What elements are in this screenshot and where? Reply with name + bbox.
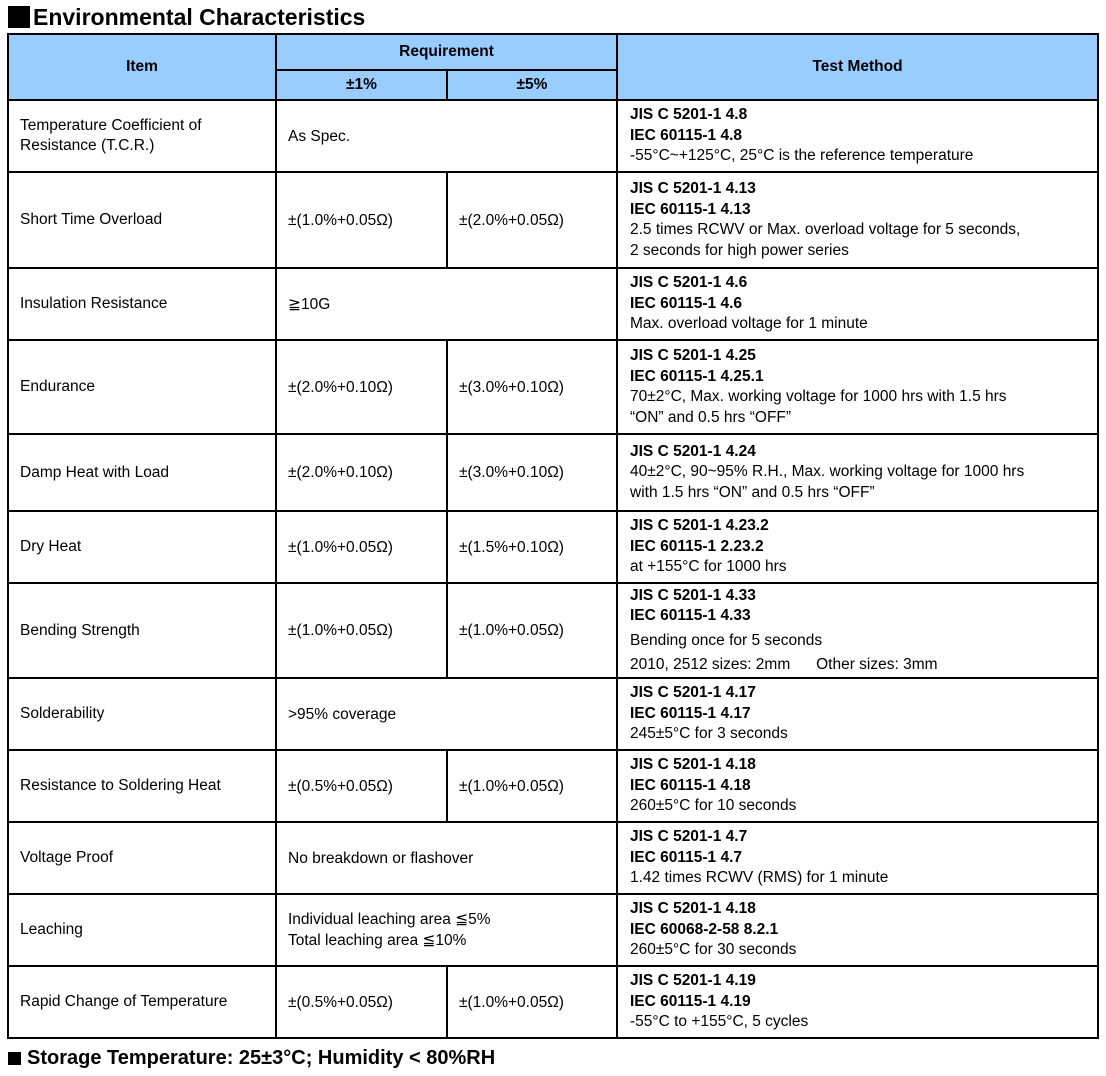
item-label: Rapid Change of Temperature [20,993,228,1010]
item-label: Endurance [20,378,95,395]
header-tolerance-5: ±5% [447,70,617,100]
standard-reference: JIS C 5201-1 4.19 [630,972,756,990]
section-title [8,2,365,32]
standard-reference: JIS C 5201-1 4.23.2 [630,517,769,535]
standard-reference: JIS C 5201-1 4.24 [630,442,756,460]
table-row [8,268,1098,340]
standard-reference: IEC 60115-1 2.23.2 [630,537,764,555]
requirement-value: As Spec. [288,127,351,145]
requirement-5pct: ±(3.0%+0.10Ω) [447,434,617,511]
item-label: Resistance to Soldering Heat [20,777,221,794]
test-method-cell [617,822,1098,894]
header-test-method: Test Method [617,34,1098,100]
test-description: 2.5 times RCWV or Max. overload voltage for 5 seconds, [630,221,1021,238]
test-description: 2010, 2512 sizes: 2mm Other sizes: 3mm [630,656,938,673]
standard-reference: IEC 60115-1 4.13 [630,200,751,218]
standard-reference: IEC 60115-1 4.18 [630,776,751,794]
header-item: Item [8,34,276,100]
requirement-cell [276,894,617,966]
requirement-1pct: ±(0.5%+0.05Ω) [276,966,447,1038]
requirement-1pct: ±(0.5%+0.05Ω) [276,750,447,822]
requirement-5pct: ±(1.0%+0.05Ω) [447,583,617,678]
standard-reference: JIS C 5201-1 4.13 [630,180,756,197]
requirement-5pct: ±(1.0%+0.05Ω) [447,750,617,822]
standard-reference: JIS C 5201-1 4.33 [630,586,756,604]
test-method-cell [617,434,1098,511]
item-cell [8,511,276,583]
table-row [8,966,1098,1038]
item-label: Dry Heat [20,538,82,555]
test-method-cell [617,268,1098,340]
test-description: at +155°C for 1000 hrs [630,558,787,576]
environmental-characteristics-table [7,33,1099,1039]
standard-reference: JIS C 5201-1 4.25 [630,347,756,364]
standard-reference: JIS C 5201-1 4.6 [630,274,748,292]
test-description: with 1.5 hrs “ON” and 0.5 hrs “OFF” [630,483,875,501]
header-requirement: Requirement [276,34,617,70]
requirement-cell [276,678,617,750]
test-description: 260±5°C for 10 seconds [630,797,797,815]
table-row [8,750,1098,822]
standard-reference: IEC 60115-1 4.7 [630,848,743,866]
item-cell [8,268,276,340]
test-description: -55°C to +155°C, 5 cycles [630,1013,809,1031]
standard-reference: JIS C 5201-1 4.18 [630,756,756,774]
table-body [8,100,1098,1038]
table-row [8,172,1098,268]
requirement-1pct: ±(1.0%+0.05Ω) [276,511,447,583]
standard-reference: IEC 60115-1 4.19 [630,992,751,1010]
item-label: Bending Strength [20,621,140,639]
header-tolerance-1: ±1% [276,70,447,100]
test-description: 260±5°C for 30 seconds [630,941,797,959]
item-cell [8,966,276,1038]
requirement-5pct: ±(2.0%+0.05Ω) [447,172,617,268]
requirement-5pct: ±(3.0%+0.10Ω) [447,340,617,434]
square-bullet-icon [8,1052,21,1065]
requirement-value: ≧10G [288,295,331,313]
table-row [8,822,1098,894]
table-row [8,583,1098,678]
standard-reference: IEC 60115-1 4.6 [630,294,743,312]
item-label: Insulation Resistance [20,295,168,312]
requirement-1pct: ±(1.0%+0.05Ω) [276,172,447,268]
item-label: Resistance (T.C.R.) [20,137,155,154]
standard-reference: JIS C 5201-1 4.7 [630,828,748,846]
test-method-cell [617,340,1098,434]
test-method-cell [617,583,1098,678]
storage-note-text: Storage Temperature: 25±3°C; Humidity < 80%RH [27,1047,496,1069]
test-description: Bending once for 5 seconds [630,631,823,649]
test-method-cell [617,678,1098,750]
item-cell [8,894,276,966]
table-row [8,340,1098,434]
item-cell [8,583,276,678]
requirement-1pct: ±(1.0%+0.05Ω) [276,583,447,678]
test-description: 70±2°C, Max. working voltage for 1000 hrs with 1.5 hrs [630,388,1007,405]
test-method-cell [617,172,1098,268]
item-cell [8,822,276,894]
item-label: Voltage Proof [20,849,114,866]
requirement-value: No breakdown or flashover [288,849,474,867]
standard-reference: IEC 60115-1 4.25.1 [630,367,764,385]
square-bullet-icon [8,6,30,28]
standard-reference: JIS C 5201-1 4.18 [630,900,756,918]
item-cell [8,100,276,172]
test-description: “ON” and 0.5 hrs “OFF” [630,408,792,426]
test-description: 1.42 times RCWV (RMS) for 1 minute [630,869,889,887]
test-method-cell [617,511,1098,583]
requirement-cell [276,100,617,172]
section-title-text: Environmental Characteristics [33,3,366,30]
table-row [8,894,1098,966]
requirement-5pct: ±(1.5%+0.10Ω) [447,511,617,583]
test-description: -55°C~+125°C, 25°C is the reference temperature [630,147,974,165]
table-row [8,100,1098,172]
item-cell [8,750,276,822]
test-method-cell [617,750,1098,822]
requirement-cell [276,822,617,894]
table-row [8,511,1098,583]
item-label: Temperature Coefficient of [20,117,202,134]
item-cell [8,340,276,434]
requirement-1pct: ±(2.0%+0.10Ω) [276,434,447,511]
item-label: Leaching [20,921,83,938]
standard-reference: IEC 60068-2-58 8.2.1 [630,920,779,938]
test-method-cell [617,966,1098,1038]
item-cell [8,678,276,750]
standard-reference: IEC 60115-1 4.33 [630,607,751,624]
requirement-value: Total leaching area ≦10% [288,932,467,949]
standard-reference: IEC 60115-1 4.8 [630,126,743,144]
item-label: Solderability [20,705,105,722]
test-description: Max. overload voltage for 1 minute [630,315,868,333]
test-description: 245±5°C for 3 seconds [630,725,788,743]
item-label: Short Time Overload [20,211,163,228]
test-description: 40±2°C, 90~95% R.H., Max. working voltage for 1000 hrs [630,463,1025,481]
item-cell [8,434,276,511]
item-label: Damp Heat with Load [20,463,170,481]
storage-note [8,1047,495,1070]
requirement-cell [276,268,617,340]
requirement-value: Individual leaching area ≦5% [288,911,491,928]
requirement-1pct: ±(2.0%+0.10Ω) [276,340,447,434]
standard-reference: JIS C 5201-1 4.17 [630,684,756,702]
requirement-value: >95% coverage [288,705,397,723]
table-row [8,434,1098,511]
item-cell [8,172,276,268]
table-row [8,678,1098,750]
standard-reference: JIS C 5201-1 4.8 [630,106,748,124]
requirement-5pct: ±(1.0%+0.05Ω) [447,966,617,1038]
test-description: 2 seconds for high power series [630,241,849,259]
test-method-cell [617,100,1098,172]
standard-reference: IEC 60115-1 4.17 [630,704,751,722]
test-method-cell [617,894,1098,966]
